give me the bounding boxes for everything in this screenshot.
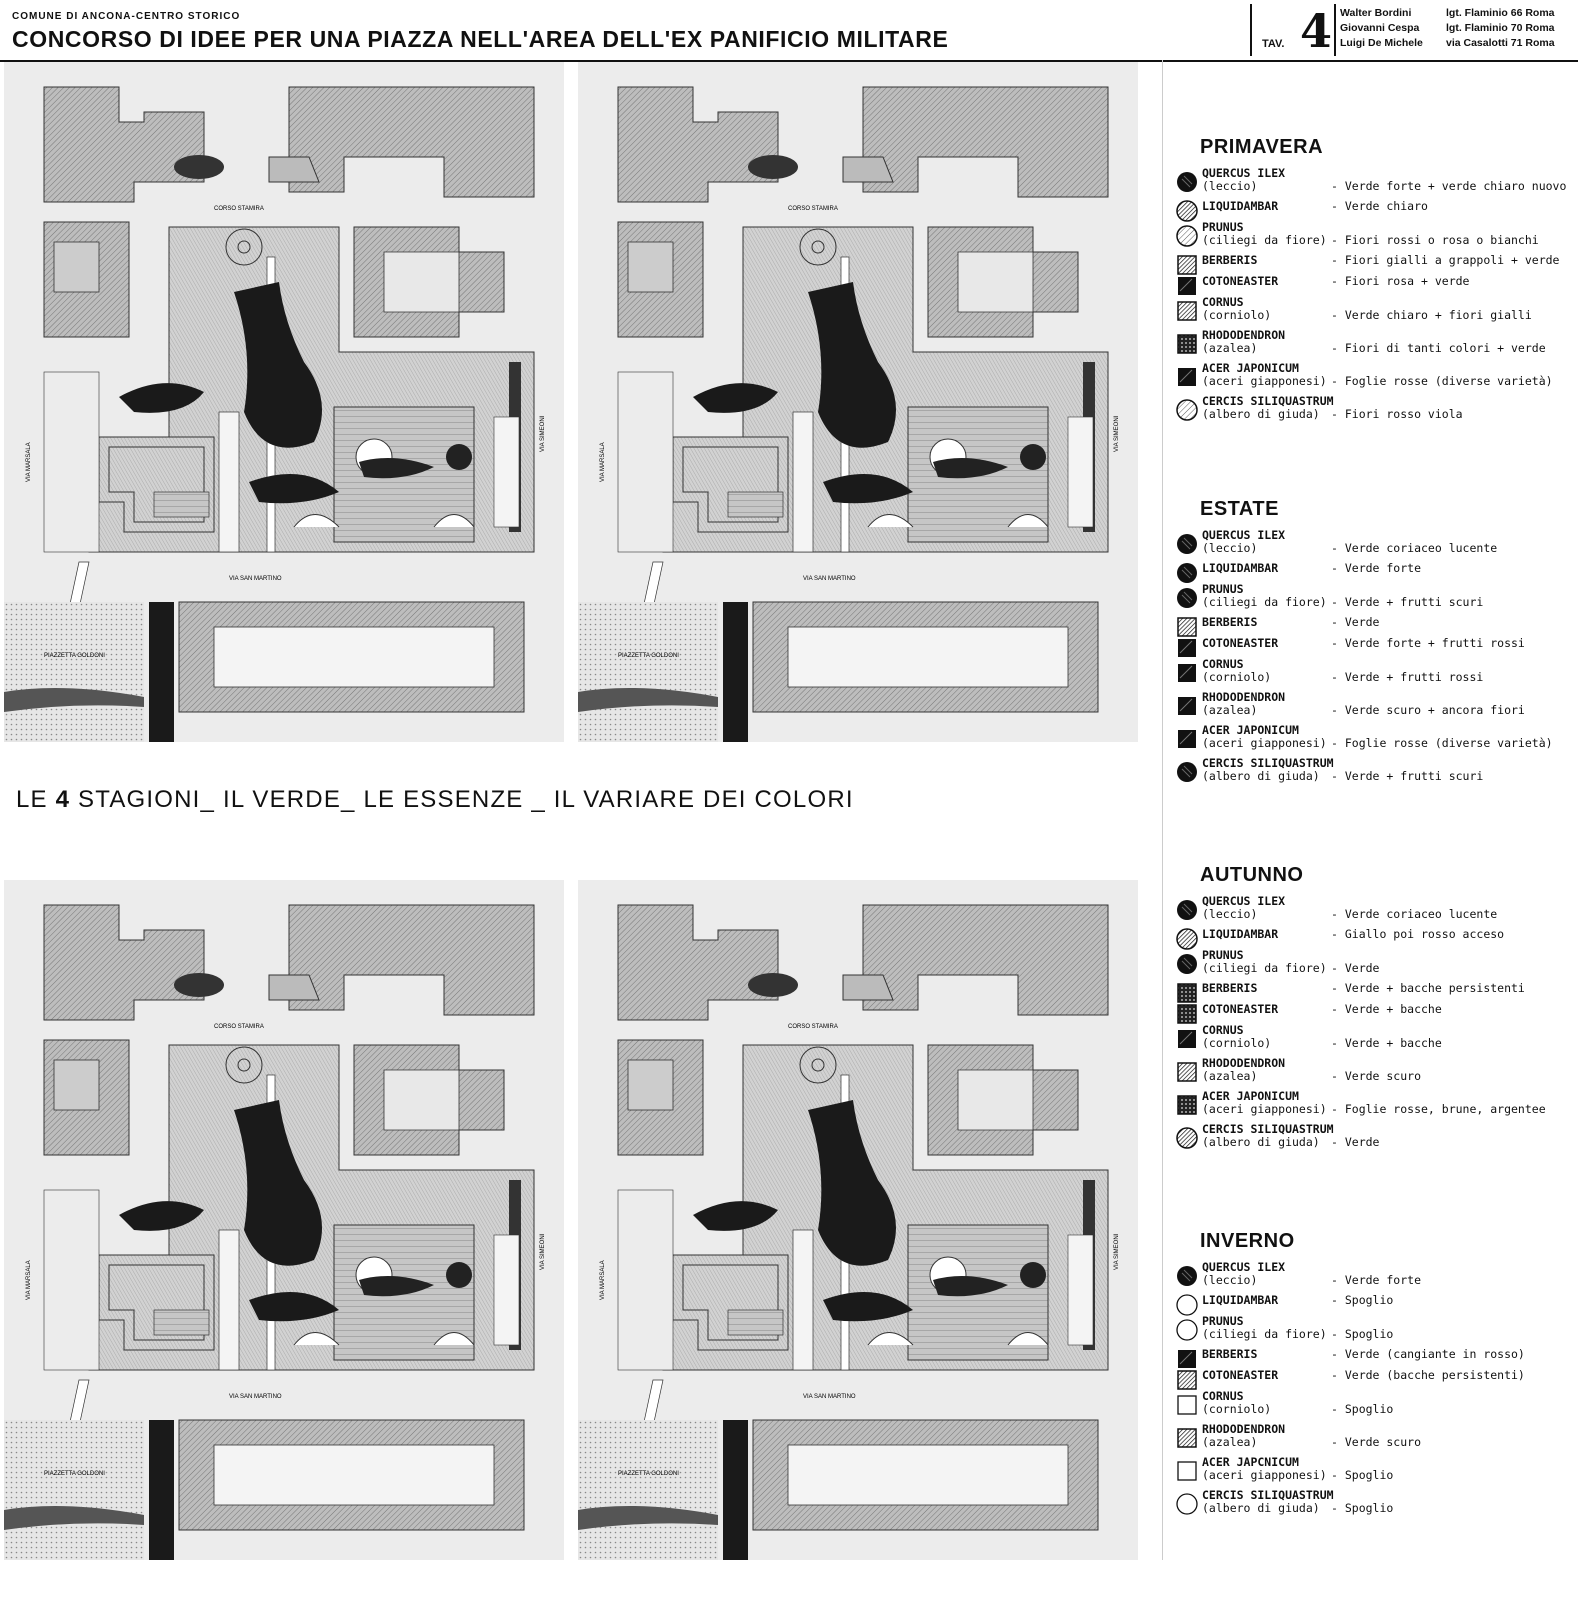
plant-symbol-icon: [1176, 587, 1198, 609]
plant-name: [1202, 757, 1334, 783]
season-title: PRIMAVERA: [1200, 136, 1324, 158]
plant-symbol-icon: [1176, 562, 1198, 584]
legend-item: [1176, 254, 1576, 275]
legend-autumn: [1176, 864, 1576, 1156]
legend-item: [1176, 616, 1576, 637]
legend-item: [1176, 362, 1576, 395]
plant-symbol-icon: [1176, 761, 1198, 783]
legend-item: [1176, 928, 1576, 949]
plant-name: [1202, 395, 1334, 421]
plant-symbol-icon: [1176, 333, 1198, 355]
author-address: lgt. Flaminio 70 Roma: [1446, 22, 1555, 34]
plant-name: [1202, 895, 1285, 921]
species-name: BERBERIS: [1202, 615, 1258, 629]
color-description: - Fiori rosa + verde: [1331, 274, 1470, 288]
addresses-list: [1446, 6, 1555, 51]
competition-title: CONCORSO DI IDEE PER UNA PIAZZA NELL'AREA DELL'EX PANIFICIO MILITARE: [12, 26, 949, 52]
street-label-san-martino: VIA SAN MARTINO: [803, 1394, 856, 1400]
legend-item: [1176, 1294, 1576, 1315]
plant-symbol-icon: [1176, 1493, 1198, 1515]
street-label-piazzetta: PIAZZETTA GOLDONI: [44, 1471, 105, 1477]
legend-spring: [1176, 136, 1576, 428]
plant-name: [1202, 1003, 1278, 1016]
species-name: COTONEASTER: [1202, 1368, 1279, 1382]
species-name: CORNUS: [1202, 657, 1244, 671]
plant-name: [1202, 1024, 1271, 1050]
color-description: - Spoglio: [1331, 1468, 1394, 1482]
common-name: (ciliegi da fiore): [1202, 233, 1327, 247]
color-description: - Verde + frutti scuri: [1331, 595, 1484, 609]
species-name: CERCIS SILIQUASTRUM: [1202, 1488, 1334, 1502]
site-plan-summer: [578, 62, 1138, 742]
plant-name: [1202, 637, 1278, 650]
season-title: ESTATE: [1200, 498, 1279, 520]
plant-symbol-icon: [1176, 1003, 1198, 1025]
color-description: - Verde: [1331, 615, 1380, 629]
species-name: RHODODENDRON: [1202, 1422, 1286, 1436]
plant-symbol-icon: [1176, 1094, 1198, 1116]
plant-name: [1202, 1489, 1334, 1515]
author-address: lgt. Flaminio 66 Roma: [1446, 7, 1555, 19]
species-name: COTONEASTER: [1202, 1002, 1279, 1016]
color-description: - Verde: [1331, 1135, 1380, 1149]
street-label-piazzetta: PIAZZETTA GOLDONI: [618, 1471, 679, 1477]
color-description: - Verde scuro: [1331, 1069, 1422, 1083]
color-description: - Verde coriaceo lucente: [1331, 541, 1498, 555]
tav-label: TAV.: [1262, 38, 1285, 50]
municipality-label: COMUNE DI ANCONA-CENTRO STORICO: [12, 11, 241, 22]
heading-rest: STAGIONI_ IL VERDE_ LE ESSENZE _ IL VARIARE DEI COLORI: [70, 786, 854, 813]
plant-symbol-icon: [1176, 200, 1198, 222]
color-description: - Verde forte + frutti rossi: [1331, 636, 1525, 650]
legend-item: [1176, 583, 1576, 616]
color-description: - Verde (cangiante in rosso): [1331, 1347, 1525, 1361]
common-name: (aceri giapponesi): [1202, 374, 1327, 388]
legend-item: [1176, 329, 1576, 362]
species-name: PRUNUS: [1202, 220, 1244, 234]
authors-list: [1340, 6, 1423, 51]
common-name: (azalea): [1202, 1069, 1258, 1083]
plant-symbol-icon: [1176, 899, 1198, 921]
species-name: ACER JAPONICUM: [1202, 1089, 1299, 1103]
common-name: (albero di giuda): [1202, 769, 1320, 783]
plant-name: [1202, 275, 1278, 288]
species-name: LIQUIDAMBAR: [1202, 561, 1279, 575]
species-name: CORNUS: [1202, 295, 1244, 309]
author-name: Walter Bordini: [1340, 7, 1412, 19]
divider: [1162, 60, 1163, 1560]
legend-item: [1176, 562, 1576, 583]
plant-symbol-icon: [1176, 695, 1198, 717]
color-description: - Verde coriaceo lucente: [1331, 907, 1498, 921]
color-description: - Verde scuro + ancora fiori: [1331, 703, 1525, 717]
plant-name: [1202, 167, 1285, 193]
plant-name: [1202, 1123, 1334, 1149]
plant-symbol-icon: [1176, 928, 1198, 950]
legend-item: [1176, 1003, 1576, 1024]
street-label-marsala: VIA MARSALA: [26, 1260, 32, 1300]
legend-item: [1176, 1261, 1576, 1294]
species-name: BERBERIS: [1202, 1347, 1258, 1361]
site-plan-winter: [578, 880, 1138, 1560]
common-name: (leccio): [1202, 179, 1258, 193]
color-description: - Verde scuro: [1331, 1435, 1422, 1449]
plant-symbol-icon: [1176, 1319, 1198, 1341]
plant-name: [1202, 1294, 1278, 1307]
author-address: via Casalotti 71 Roma: [1446, 37, 1555, 49]
plant-name: [1202, 1261, 1285, 1287]
legend-item: [1176, 529, 1576, 562]
plant-name: [1202, 949, 1327, 975]
legend-item: [1176, 221, 1576, 254]
street-label-marsala: VIA MARSALA: [600, 442, 606, 482]
plant-symbol-icon: [1176, 300, 1198, 322]
header-divider: [1334, 4, 1336, 56]
legend-item: [1176, 724, 1576, 757]
color-description: - Spoglio: [1331, 1402, 1394, 1416]
legend-item: [1176, 1369, 1576, 1390]
color-description: - Foglie rosse (diverse varietà): [1331, 736, 1553, 750]
species-name: QUERCUS ILEX: [1202, 528, 1286, 542]
color-description: - Verde + frutti rossi: [1331, 670, 1484, 684]
color-description: - Verde + bacche: [1331, 1036, 1442, 1050]
color-description: - Verde forte + verde chiaro nuovo: [1331, 179, 1567, 193]
species-name: LIQUIDAMBAR: [1202, 1293, 1279, 1307]
legend-item: [1176, 1090, 1576, 1123]
legend-item: [1176, 1456, 1576, 1489]
plant-name: [1202, 616, 1257, 629]
color-description: - Fiori rosso viola: [1331, 407, 1463, 421]
color-description: - Spoglio: [1331, 1293, 1394, 1307]
legend-item: [1176, 691, 1576, 724]
color-description: - Fiori di tanti colori + verde: [1331, 341, 1546, 355]
heading-number: 4: [55, 786, 71, 813]
color-description: - Verde (bacche persistenti): [1331, 1368, 1525, 1382]
plant-symbol-icon: [1176, 1348, 1198, 1370]
plant-symbol-icon: [1176, 275, 1198, 297]
common-name: (leccio): [1202, 1273, 1258, 1287]
plant-symbol-icon: [1176, 1294, 1198, 1316]
street-label-corso: CORSO STAMIRA: [788, 206, 838, 212]
plant-name: [1202, 1057, 1285, 1083]
color-description: - Giallo poi rosso acceso: [1331, 927, 1505, 941]
color-description: - Spoglio: [1331, 1327, 1394, 1341]
common-name: (azalea): [1202, 1435, 1258, 1449]
species-name: ACER JAPONICUM: [1202, 723, 1299, 737]
common-name: (corniolo): [1202, 1036, 1272, 1050]
species-name: RHODODENDRON: [1202, 328, 1286, 342]
common-name: (albero di giuda): [1202, 1501, 1320, 1515]
season-title: INVERNO: [1200, 1230, 1295, 1252]
species-name: QUERCUS ILEX: [1202, 1260, 1286, 1274]
plant-name: [1202, 562, 1278, 575]
color-description: - Foglie rosse (diverse varietà): [1331, 374, 1553, 388]
street-label-corso: CORSO STAMIRA: [788, 1024, 838, 1030]
plant-name: [1202, 724, 1327, 750]
common-name: (ciliegi da fiore): [1202, 595, 1327, 609]
street-label-simeoni: VIA SIMEONI: [540, 415, 546, 452]
plant-symbol-icon: [1176, 1427, 1198, 1449]
plant-name: [1202, 1369, 1278, 1382]
species-name: LIQUIDAMBAR: [1202, 927, 1279, 941]
street-label-simeoni: VIA SIMEONI: [540, 1233, 546, 1270]
site-plan-spring: [4, 62, 564, 742]
plant-symbol-icon: [1176, 728, 1198, 750]
plant-name: [1202, 928, 1278, 941]
plant-symbol-icon: [1176, 399, 1198, 421]
plant-name: [1202, 658, 1271, 684]
author-name: Giovanni Cespa: [1340, 22, 1420, 34]
street-label-san-martino: VIA SAN MARTINO: [803, 576, 856, 582]
plant-name: [1202, 529, 1285, 555]
plant-name: [1202, 1090, 1327, 1116]
legend-item: [1176, 1057, 1576, 1090]
species-name: RHODODENDRON: [1202, 1056, 1286, 1070]
legend-item: [1176, 1123, 1576, 1156]
plant-symbol-icon: [1176, 1028, 1198, 1050]
species-name: CERCIS SILIQUASTRUM: [1202, 394, 1334, 408]
plant-name: [1202, 362, 1327, 388]
street-label-simeoni: VIA SIMEONI: [1114, 415, 1120, 452]
color-description: - Verde forte: [1331, 1273, 1422, 1287]
color-description: - Verde chiaro + fiori gialli: [1331, 308, 1532, 322]
legend-winter: [1176, 1230, 1576, 1522]
plant-symbol-icon: [1176, 616, 1198, 638]
species-name: PRUNUS: [1202, 948, 1244, 962]
color-description: - Verde forte: [1331, 561, 1422, 575]
common-name: (leccio): [1202, 907, 1258, 921]
plant-name: [1202, 1348, 1257, 1361]
plant-symbol-icon: [1176, 1369, 1198, 1391]
plant-name: [1202, 221, 1327, 247]
species-name: BERBERIS: [1202, 981, 1258, 995]
plant-name: [1202, 982, 1257, 995]
legend-summer: [1176, 498, 1576, 790]
common-name: (corniolo): [1202, 1402, 1272, 1416]
species-name: ACER JAPONICUM: [1202, 361, 1299, 375]
color-description: - Verde: [1331, 961, 1380, 975]
color-description: - Verde + bacche persistenti: [1331, 981, 1525, 995]
common-name: (leccio): [1202, 541, 1258, 555]
street-label-simeoni: VIA SIMEONI: [1114, 1233, 1120, 1270]
legend-item: [1176, 1348, 1576, 1369]
plant-symbol-icon: [1176, 533, 1198, 555]
plant-symbol-icon: [1176, 1061, 1198, 1083]
species-name: QUERCUS ILEX: [1202, 894, 1286, 908]
species-name: CERCIS SILIQUASTRUM: [1202, 1122, 1334, 1136]
season-title: AUTUNNO: [1200, 864, 1304, 886]
legend-item: [1176, 757, 1576, 790]
color-description: - Foglie rosse, brune, argentee: [1331, 1102, 1546, 1116]
common-name: (ciliegi da fiore): [1202, 1327, 1327, 1341]
street-label-piazzetta: PIAZZETTA GOLDONI: [44, 653, 105, 659]
species-name: LIQUIDAMBAR: [1202, 199, 1279, 213]
legend-item: [1176, 275, 1576, 296]
plant-symbol-icon: [1176, 637, 1198, 659]
species-name: COTONEASTER: [1202, 636, 1279, 650]
common-name: (aceri giapponesi): [1202, 1102, 1327, 1116]
species-name: QUERCUS ILEX: [1202, 166, 1286, 180]
species-name: PRUNUS: [1202, 1314, 1244, 1328]
legend-item: [1176, 1489, 1576, 1522]
plant-symbol-icon: [1176, 1394, 1198, 1416]
species-name: CORNUS: [1202, 1389, 1244, 1403]
legend-item: [1176, 1423, 1576, 1456]
legend-item: [1176, 167, 1576, 200]
common-name: (corniolo): [1202, 308, 1272, 322]
species-name: COTONEASTER: [1202, 274, 1279, 288]
plant-symbol-icon: [1176, 225, 1198, 247]
common-name: (ciliegi da fiore): [1202, 961, 1327, 975]
color-description: - Verde + frutti scuri: [1331, 769, 1484, 783]
author-name: Luigi De Michele: [1340, 37, 1423, 49]
street-label-corso: CORSO STAMIRA: [214, 1024, 264, 1030]
legend-item: [1176, 1315, 1576, 1348]
plant-name: [1202, 1390, 1271, 1416]
plant-symbol-icon: [1176, 171, 1198, 193]
species-name: CERCIS SILIQUASTRUM: [1202, 756, 1334, 770]
heading-prefix: LE: [16, 786, 56, 813]
site-plan-autumn: [4, 880, 564, 1560]
legend-item: [1176, 949, 1576, 982]
legend-item: [1176, 1024, 1576, 1057]
color-description: - Verde chiaro: [1331, 199, 1428, 213]
common-name: (corniolo): [1202, 670, 1272, 684]
legend-item: [1176, 895, 1576, 928]
common-name: (aceri giapponesi): [1202, 736, 1327, 750]
common-name: (aceri giapponesi): [1202, 1468, 1327, 1482]
legend-item: [1176, 982, 1576, 1003]
plant-name: [1202, 1423, 1285, 1449]
plant-symbol-icon: [1176, 662, 1198, 684]
legend-item: [1176, 1390, 1576, 1423]
species-name: BERBERIS: [1202, 253, 1258, 267]
plant-symbol-icon: [1176, 254, 1198, 276]
color-description: - Verde + bacche: [1331, 1002, 1442, 1016]
species-name: PRUNUS: [1202, 582, 1244, 596]
common-name: (albero di giuda): [1202, 407, 1320, 421]
street-label-corso: CORSO STAMIRA: [214, 206, 264, 212]
plant-name: [1202, 254, 1257, 267]
legend-item: [1176, 637, 1576, 658]
street-label-marsala: VIA MARSALA: [26, 442, 32, 482]
legend-item: [1176, 296, 1576, 329]
plant-name: [1202, 691, 1285, 717]
legend-item: [1176, 200, 1576, 221]
common-name: (albero di giuda): [1202, 1135, 1320, 1149]
header-divider: [1250, 4, 1252, 56]
plant-symbol-icon: [1176, 953, 1198, 975]
color-description: - Fiori rossi o rosa o bianchi: [1331, 233, 1539, 247]
plant-symbol-icon: [1176, 982, 1198, 1004]
common-name: (azalea): [1202, 341, 1258, 355]
plant-name: [1202, 1456, 1327, 1482]
plant-name: [1202, 583, 1327, 609]
plant-symbol-icon: [1176, 1265, 1198, 1287]
title-block: [0, 0, 1578, 62]
plant-name: [1202, 329, 1285, 355]
color-description: - Fiori gialli a grappoli + verde: [1331, 253, 1560, 267]
plant-name: [1202, 1315, 1327, 1341]
common-name: (azalea): [1202, 703, 1258, 717]
plant-name: [1202, 296, 1271, 322]
street-label-marsala: VIA MARSALA: [600, 1260, 606, 1300]
plant-symbol-icon: [1176, 366, 1198, 388]
legend-item: [1176, 658, 1576, 691]
plant-symbol-icon: [1176, 1127, 1198, 1149]
legend-item: [1176, 395, 1576, 428]
tav-number: 4: [1300, 4, 1333, 58]
street-label-san-martino: VIA SAN MARTINO: [229, 576, 282, 582]
section-heading: [16, 786, 854, 814]
plant-symbol-icon: [1176, 1460, 1198, 1482]
plant-name: [1202, 200, 1278, 213]
species-name: RHODODENDRON: [1202, 690, 1286, 704]
street-label-piazzetta: PIAZZETTA GOLDONI: [618, 653, 679, 659]
color-description: - Spoglio: [1331, 1501, 1394, 1515]
species-name: CORNUS: [1202, 1023, 1244, 1037]
species-name: ACER JAPCNICUM: [1202, 1455, 1299, 1469]
street-label-san-martino: VIA SAN MARTINO: [229, 1394, 282, 1400]
